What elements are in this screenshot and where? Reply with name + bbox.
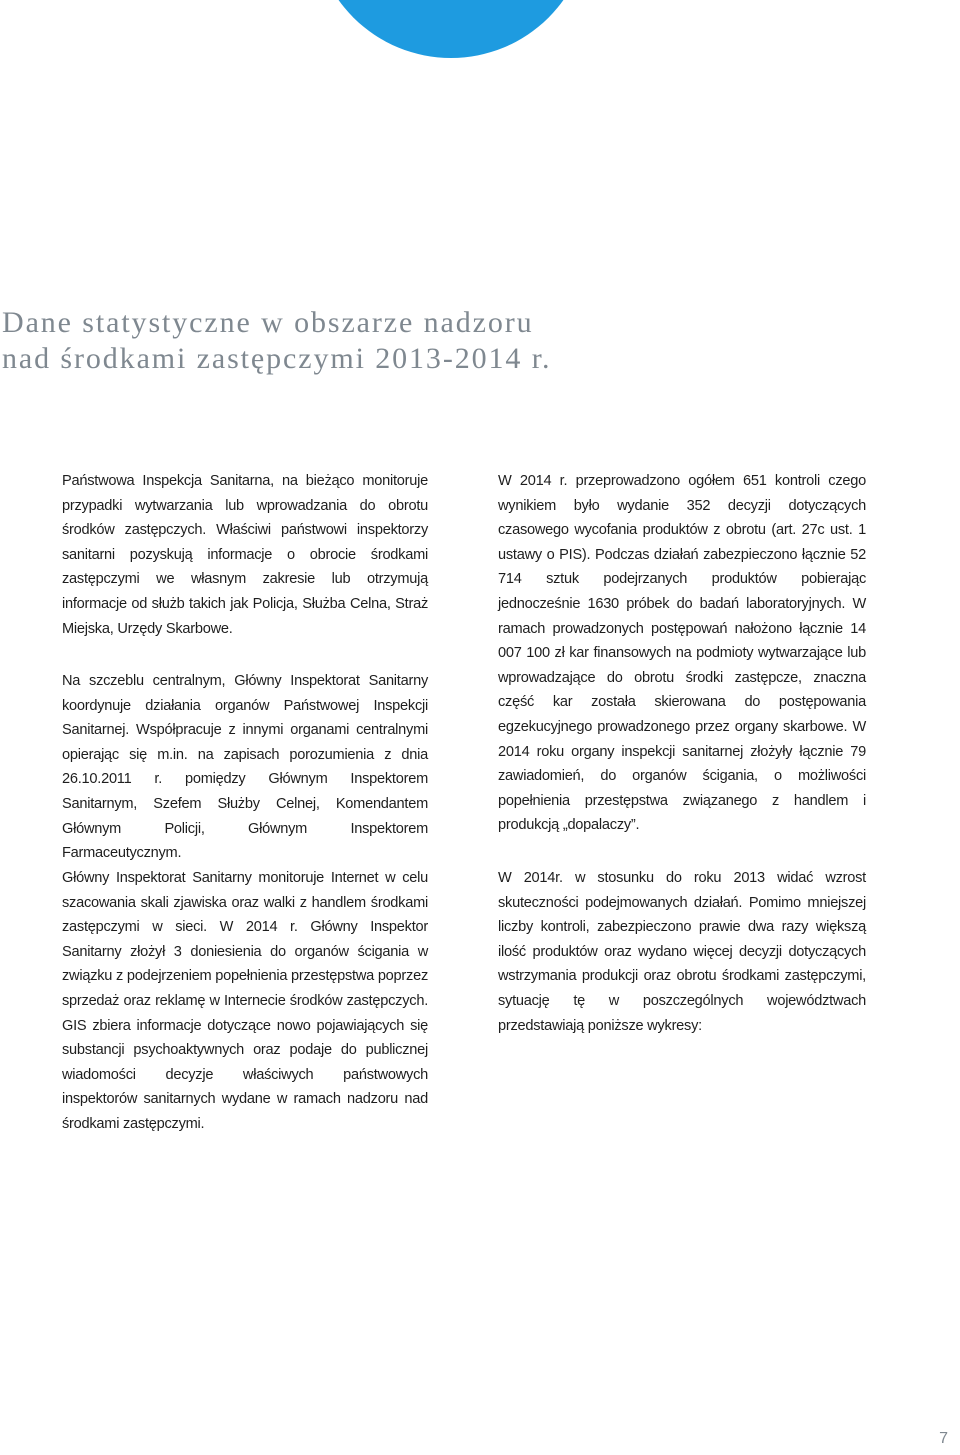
- left-column-block-2: [62, 669, 428, 866]
- page-title: [2, 305, 551, 377]
- left-column-block-1: [62, 469, 428, 641]
- paragraph-central-coordination: Na szczeblu centralnym, Główny Inspektorat Sanitarny koordynuje działania organów Państwowej Inspekcji Sanitarnej. Współpracuje z innymi organami centralnymi opierając się m.in. na zapisach porozumienia z dnia 26.10.2011 r. pomiędzy Głównym Inspektorem Sanitarnym, Szefem Służby Celnej, Komendantem Głównym Policji, Głównym Inspektorem Farmaceutycznym.: [62, 673, 428, 862]
- paragraph-internet-monitoring: Główny Inspektorat Sanitarny monitoruje Internet w celu szacowania skali zjawiska oraz walki z handlem środkami zastępczymi w sieci. W 2014 r. Główny Inspektor Sanitarny złożył 3 doniesienia do organów ścigania w związku z podejrzeniem popełnienia przestępstwa poprzez sprzedaż oraz reklamę w Internecie środków zastępczych. GIS zbiera informacje dotyczące nowo pojawiających się substancji psychoaktywnych oraz podaje do publicznej wiadomości decyzje właściwych państwowych inspektorów sanitarnych wydane w ramach nadzoru nad środkami zastępczymi.: [62, 870, 428, 1132]
- right-column-block-2: [498, 866, 866, 1038]
- page-number: 7: [939, 1430, 948, 1447]
- right-column-block-1: [498, 469, 866, 838]
- paragraph-pis-monitoring: Państwowa Inspekcja Sanitarna, na bieżąco monitoruje przypadki wytwarzania lub wprowadzania do obrotu środków zastępczych. Właściwi państwowi inspektorzy sanitarni pozyskują informacje o obrocie środkami zastępczymi we własnym zakresie lub otrzymują informacje od służb takich jak Policja, Służba Celna, Straż Miejska, Urzędy Skarbowe.: [62, 473, 428, 637]
- left-column-block-3: [62, 866, 428, 1137]
- decorative-circle: [313, 0, 589, 58]
- paragraph-effectiveness: W 2014r. w stosunku do roku 2013 widać wzrost skuteczności podejmowanych działań. Pomimo mniejszej liczby kontroli, zabezpieczono prawie dwa razy większą ilość produktów oraz wydano więcej decyzji dotyczących wstrzymania produkcji oraz obrotu środkami zastępczymi, sytuację tę w poszczególnych województwach przedstawiają poniższe wykresy:: [498, 870, 866, 1034]
- paragraph-inspection-results: W 2014 r. przeprowadzono ogółem 651 kontroli czego wynikiem było wydanie 352 decyzji dotyczących czasowego wycofania produktów z obrotu (art. 27c ust. 1 ustawy o PIS). Podczas działań zabezpieczono łącznie 52 714 sztuk podejrzanych produktów pobierając jednocześnie 1630 próbek do badań laboratoryjnych. W ramach prowadzonych postępowań nałożono łącznie 14 007 100 zł kar finansowych na podmioty wytwarzające lub wprowadzające do obrotu środki zastępcze, znaczna część kar została skierowana do postępowania egzekucyjnego prowadzonego przez organy skarbowe. W 2014 roku organy inspekcji sanitarnej złożyły łącznie 79 zawiadomień, do organów ścigania, o możliwości popełnienia przestępstwa związanego z handlem i produkcją „dopalaczy”.: [498, 473, 866, 834]
- title-line-1: Dane statystyczne w obszarze nadzoru: [2, 306, 534, 339]
- title-line-2: nad środkami zastępczymi 2013-2014 r.: [2, 342, 552, 375]
